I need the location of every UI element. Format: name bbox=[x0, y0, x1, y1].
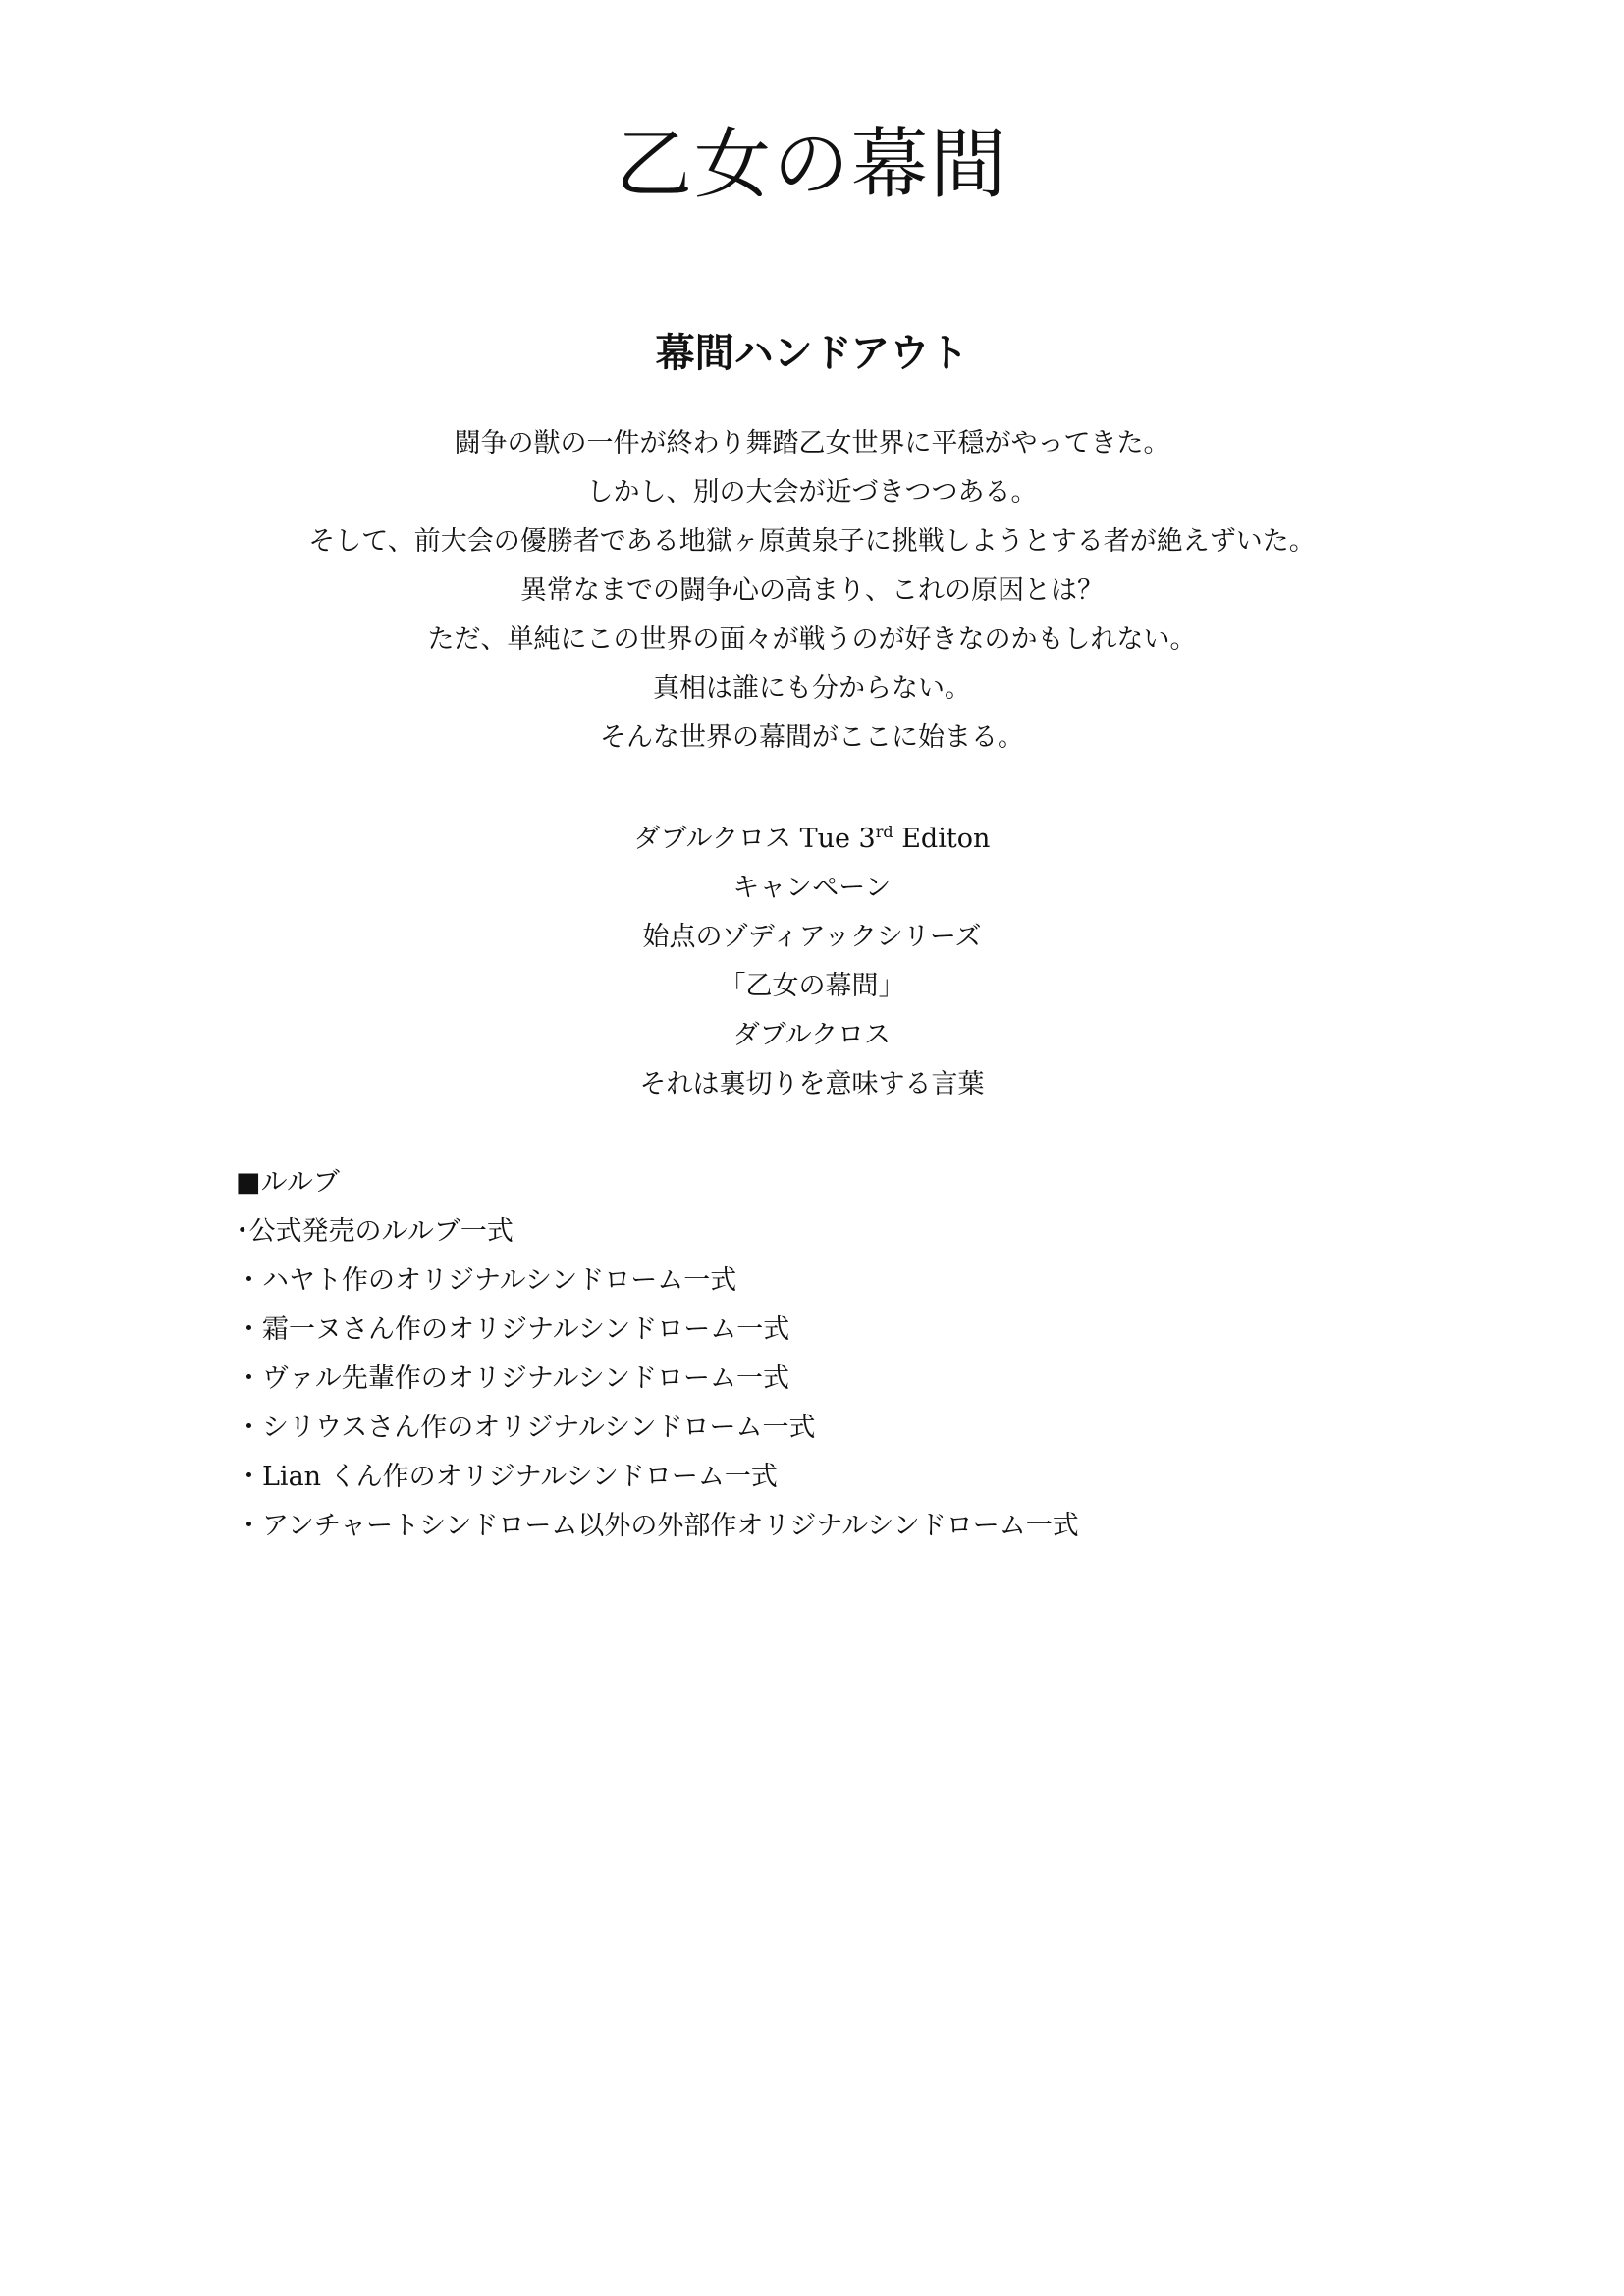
credit-line: 始点のゾディアックシリーズ bbox=[642, 922, 982, 952]
system-name: ダブルクロス Tue 3 bbox=[633, 824, 876, 854]
rulebook-heading: ■ルルブ bbox=[236, 1167, 340, 1198]
rulebook-item: ・アンチャートシンドローム以外の外部作オリジナルシンドローム一式 bbox=[236, 1511, 1079, 1541]
intro-line: 闘争の獣の一件が終わり舞踏乙女世界に平穏がやってきた。 bbox=[454, 428, 1170, 458]
rulebook-item: ・ヴァル先輩作のオリジナルシンドローム一式 bbox=[236, 1363, 790, 1394]
intro-line: そんな世界の幕間がここに始まる。 bbox=[600, 722, 1024, 753]
intro-line: しかし、別の大会が近づきつつある。 bbox=[586, 477, 1038, 507]
handout-subtitle: 幕間ハンドアウト bbox=[655, 331, 969, 376]
credit-line: それは裏切りを意味する言葉 bbox=[639, 1069, 985, 1099]
edition-ordinal-suffix: rd bbox=[875, 823, 893, 841]
credit-line: ダブルクロス bbox=[732, 1020, 892, 1050]
rulebook-item: ・ハヤト作のオリジナルシンドローム一式 bbox=[236, 1265, 737, 1296]
intro-line: 真相は誰にも分からない。 bbox=[653, 673, 971, 704]
rulebook-item: ・Lian くん作のオリジナルシンドローム一式 bbox=[236, 1462, 778, 1492]
intro-line: 異常なまでの闘争心の高まり、これの原因とは？ bbox=[520, 575, 1104, 606]
system-edition-line bbox=[0, 815, 1624, 864]
campaign-credits bbox=[0, 815, 1624, 1109]
document-title: 乙女の幕間 bbox=[615, 121, 1008, 209]
intro-paragraph bbox=[0, 419, 1624, 763]
rulebook-item: ・シリウスさん作のオリジナルシンドローム一式 bbox=[236, 1413, 816, 1443]
intro-line: そして、前大会の優勝者である地獄ヶ原黄泉子に挑戦しようとする者が絶えずいた。 bbox=[308, 526, 1316, 557]
rulebook-item: ・霜一ヌさん作のオリジナルシンドローム一式 bbox=[236, 1314, 790, 1345]
credit-line: 「乙女の幕間」 bbox=[719, 971, 905, 1001]
credit-line: キャンペーン bbox=[732, 873, 892, 903]
intro-line: ただ、単純にこの世界の面々が戦うのが好きなのかもしれない。 bbox=[427, 624, 1197, 655]
rulebook-item: ･公式発売のルルブ一式 bbox=[236, 1216, 514, 1247]
edition-label: Editon bbox=[893, 824, 991, 854]
rulebook-section bbox=[236, 1158, 1414, 1551]
